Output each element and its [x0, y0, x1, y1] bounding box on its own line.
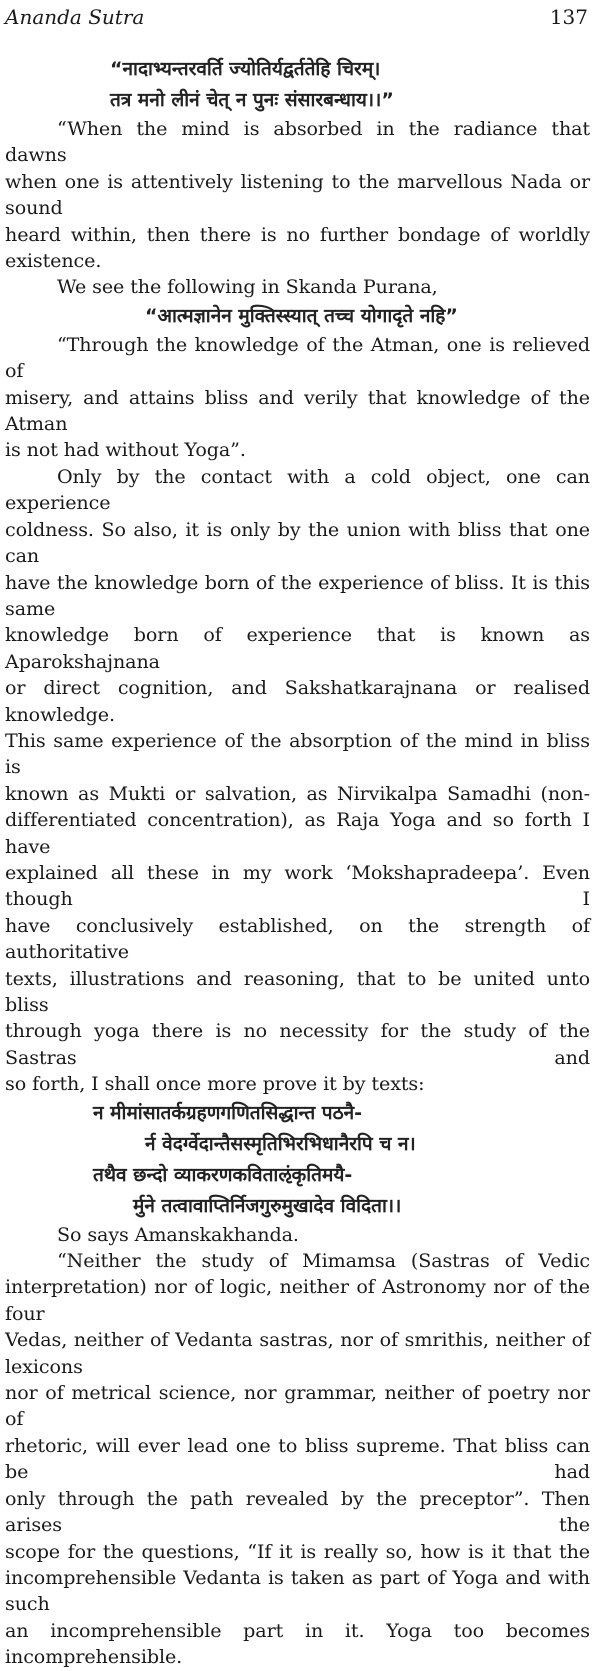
- text-line: Vedas, neither of Vedanta sastras, nor of smrithis, neither of lexicons: [5, 1328, 590, 1378]
- running-header: [0, 3, 600, 33]
- page-body: [5, 54, 590, 1671]
- text-line: is not had without Yoga”.: [5, 438, 246, 462]
- sanskrit-verse-3-line-3: तथैव छन्दो व्याकरणकविताऌंकृतिमयै-: [93, 1163, 353, 1186]
- sanskrit-verse-3-line-4: र्मुने तत्वावाप्तिर्निजगुरुमुखादेव विदिता।।: [133, 1194, 402, 1217]
- text-line: have the knowledge born of the experience of bliss. It is this same: [5, 570, 590, 620]
- text-line: heard within, then there is no further bondage of worldly existence.: [5, 222, 590, 273]
- paragraph-skanda-intro: We see the following in Skanda Purana,: [57, 275, 438, 299]
- text-line: nor of metrical science, nor grammar, neither of poetry nor of: [5, 1381, 590, 1431]
- running-title: Ananda Sutra: [5, 5, 145, 29]
- page-number: 137: [549, 5, 588, 29]
- text-line: interpretation) nor of logic, neither of Astronomy nor of the four: [5, 1275, 590, 1325]
- text-line: texts, illustrations and reasoning, that to be united unto bliss: [5, 966, 590, 1016]
- text-line: This same experience of the absorption of the mind in bliss is: [5, 728, 590, 779]
- text-line: so forth, I shall once more prove it by texts:: [5, 1072, 425, 1096]
- paragraph-atman-translation: [5, 332, 590, 464]
- text-line: only through the path revealed by the preceptor”. Then arises the: [5, 1486, 590, 1537]
- sanskrit-verse-1-line-2: तत्र मनो लीनं चेत् न पुनः संसारबन्धाय।।”: [110, 89, 394, 111]
- paragraph-amanaska-source: So says Amanskakhanda.: [57, 1222, 299, 1246]
- paragraph-mimamsa-translation: [5, 1248, 590, 1671]
- text-line: an incomprehensible part in it. Yoga too becomes incomprehensible.: [5, 1618, 590, 1669]
- text-line: knowledge born of experience that is known as Aparokshajnana: [5, 623, 590, 673]
- text-line: explained all these in my work ‘Mokshapradeepa’. Even though I: [5, 860, 590, 911]
- text-line: have conclusively established, on the strength of authoritative: [5, 913, 590, 964]
- text-line: “When the mind is absorbed in the radiance that dawns: [5, 117, 590, 167]
- text-line: misery, and attains bliss and verily that knowledge of the Atman: [5, 385, 590, 436]
- text-line: coldness. So also, it is only by the union with bliss that one can: [5, 517, 590, 568]
- text-line: or direct cognition, and Sakshatkarajnana or realised knowledge.: [5, 676, 590, 726]
- sanskrit-verse-3: [5, 1098, 590, 1222]
- text-line: scope for the questions, “If it is really so, how is it that the: [5, 1539, 590, 1563]
- sanskrit-verse-3-line-1: न मीमांसातर्कग्रहणगणितसिद्धान्त पठनै-: [93, 1101, 363, 1124]
- text-line: “Neither the study of Mimamsa (Sastras of Vedic: [57, 1249, 590, 1273]
- sanskrit-verse-3-line-2: र्न वेदर्ग्वेदान्तैसस्मृतिभिरभिधानैरपि च न।: [145, 1132, 416, 1155]
- text-line: known as Mukti or salvation, as Nirvikalpa Samadhi (non-: [5, 781, 590, 805]
- text-line: incomprehensible Vedanta is taken as part of Yoga and with such: [5, 1565, 590, 1616]
- text-line: “Through the knowledge of the Atman, one is relieved of: [5, 332, 590, 383]
- text-line: rhetoric, will ever lead one to bliss supreme. That bliss can be had: [5, 1433, 590, 1484]
- text-line: Only by the contact with a cold object, one can experience: [5, 464, 590, 515]
- paragraph-experience: [5, 464, 590, 1098]
- text-line: differentiated concentration), as Raja Yoga and so forth I have: [5, 808, 590, 858]
- sanskrit-verse-1-line-1: “नादाभ्यन्तरवर्ति ज्योतिर्यद्वर्ततेहि चिरम्।: [110, 58, 381, 80]
- text-line: through yoga there is no necessity for the study of the Sastras and: [5, 1019, 590, 1069]
- text-line: when one is attentively listening to the marvellous Nada or sound: [5, 169, 590, 220]
- paragraph-nada-translation: [5, 116, 590, 274]
- sanskrit-verse-2: “आत्मज्ञानेन मुक्तिस्स्यात् तच्च योगादृते नहि”: [145, 304, 458, 327]
